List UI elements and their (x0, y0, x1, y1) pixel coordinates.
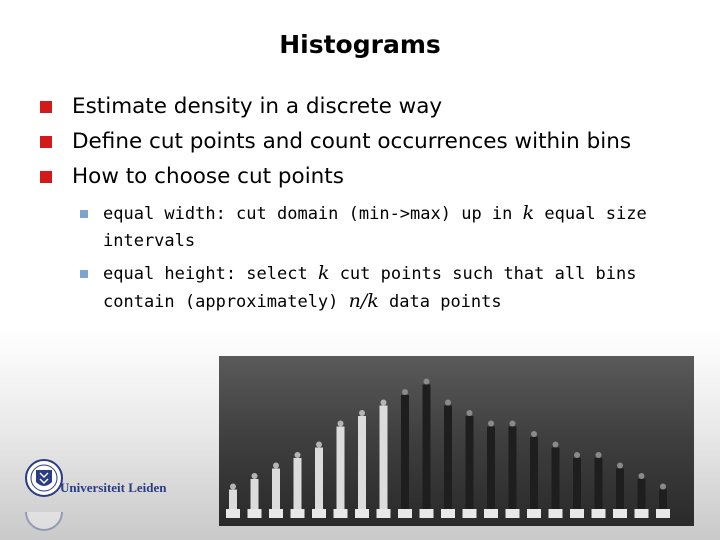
bullet-item (40, 128, 631, 163)
logo-text: Universiteit Leiden (60, 480, 167, 495)
math-k: k (522, 202, 535, 224)
slide-title: Histograms (279, 30, 441, 59)
photo-illustration (219, 356, 694, 526)
sub-bullet-text: data points (378, 292, 502, 312)
sub-bullet-list (80, 200, 690, 321)
sub-bullet-text: cut points such that all bins contain (approximately) (103, 264, 637, 312)
red-square-bullet-icon (40, 136, 52, 148)
red-square-bullet-icon (40, 101, 52, 113)
bullet-item (40, 93, 631, 128)
sub-bullet-text: equal height: select (103, 264, 318, 284)
logo-reflection-icon (24, 512, 174, 540)
people-histogram-photo (219, 356, 694, 526)
bullet-text: Define cut points and count occurrences within bins (72, 129, 632, 154)
sub-bullet-text: equal size intervals (103, 204, 647, 251)
sub-bullet-item (80, 260, 690, 316)
math-k: k (317, 262, 330, 284)
blue-square-bullet-icon (80, 270, 88, 278)
bullet-text: Estimate density in a discrete way (72, 94, 443, 119)
bullet-item (40, 163, 631, 198)
blue-square-bullet-icon (80, 210, 88, 218)
sub-bullet-text: equal width: cut domain (min->max) up in (103, 204, 523, 224)
bullet-text: How to choose cut points (72, 164, 344, 189)
red-square-bullet-icon (40, 171, 52, 183)
sub-bullet-item (80, 200, 690, 255)
math-n-over-k: n/k (348, 290, 379, 312)
bullet-list (40, 93, 631, 198)
